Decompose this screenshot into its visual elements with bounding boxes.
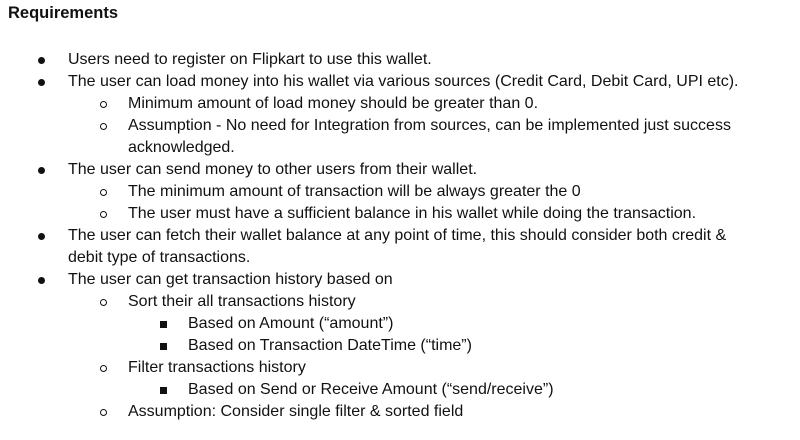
- list-item: The user can get transaction history based on: [68, 271, 393, 288]
- list-item: Assumption - No need for Integration from sources, can be implemented just success: [128, 117, 731, 134]
- list-item: Assumption: Consider single filter & sorted field: [128, 403, 464, 420]
- bullet-square-icon: [160, 321, 167, 328]
- bullet-square-icon: [160, 343, 167, 350]
- bullet-disc-icon: [38, 277, 45, 284]
- list-item: Based on Send or Receive Amount (“send/receive”): [188, 381, 554, 398]
- bullet-square-icon: [160, 387, 167, 394]
- list-item: Based on Amount (“amount”): [188, 315, 394, 332]
- bullet-circle-icon: [100, 101, 107, 108]
- bullet-circle-icon: [100, 123, 107, 130]
- bullet-disc-icon: [38, 233, 45, 240]
- page-title: Requirements: [8, 4, 119, 22]
- bullet-circle-icon: [100, 365, 107, 372]
- bullet-disc-icon: [38, 57, 45, 64]
- list-item: The user can send money to other users from their wallet.: [68, 161, 478, 178]
- list-item: The user must have a sufficient balance in his wallet while doing the transaction.: [128, 205, 697, 222]
- list-item: The user can fetch their wallet balance at any point of time, this should consider both credit &: [68, 227, 727, 244]
- bullet-disc-icon: [38, 167, 45, 174]
- bullet-circle-icon: [100, 189, 107, 196]
- bullet-circle-icon: [100, 211, 107, 218]
- list-item: The minimum amount of transaction will be always greater the 0: [128, 183, 581, 200]
- list-item: Minimum amount of load money should be greater than 0.: [128, 95, 539, 112]
- list-item: The user can load money into his wallet via various sources (Credit Card, Debit Card, UPI etc).: [68, 73, 739, 90]
- list-item-continuation: acknowledged.: [128, 139, 235, 156]
- list-item-continuation: debit type of transactions.: [68, 249, 251, 266]
- list-item: Based on Transaction DateTime (“time”): [188, 337, 472, 354]
- list-item: Sort their all transactions history: [128, 293, 356, 310]
- list-item: Filter transactions history: [128, 359, 306, 376]
- bullet-disc-icon: [38, 79, 45, 86]
- list-item: Users need to register on Flipkart to use this wallet.: [68, 51, 432, 68]
- bullet-circle-icon: [100, 299, 107, 306]
- bullet-circle-icon: [100, 409, 107, 416]
